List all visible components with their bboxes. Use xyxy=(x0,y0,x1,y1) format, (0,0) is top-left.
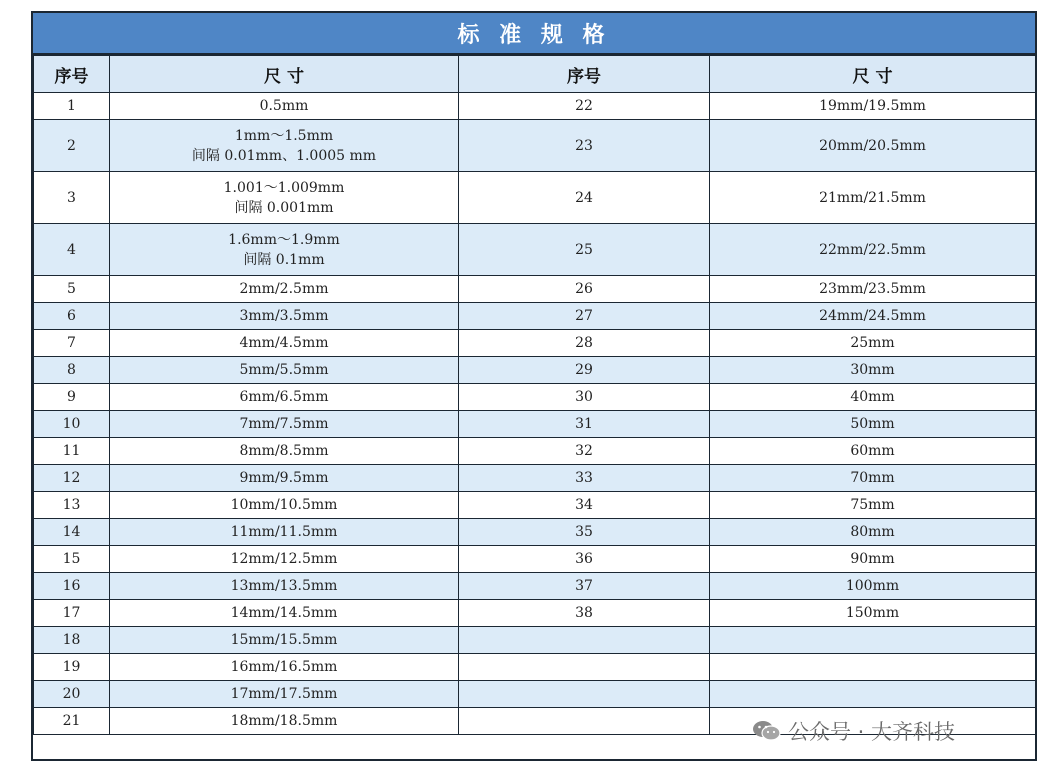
size-left-text: 11mm/11.5mm xyxy=(230,524,338,540)
cell-size-right xyxy=(710,681,1036,708)
cell-size-left xyxy=(110,708,459,735)
cell-index-left: 2 xyxy=(34,120,110,172)
cell-index-left: 20 xyxy=(34,681,110,708)
size-left-text: 8mm/8.5mm xyxy=(239,443,329,459)
size-left-text: 12mm/12.5mm xyxy=(230,551,338,567)
size-right-text: 23mm/23.5mm xyxy=(819,281,926,297)
cell-size-right xyxy=(710,492,1036,519)
size-left-text: 15mm/15.5mm xyxy=(230,632,338,648)
table-row xyxy=(34,654,1036,681)
size-left-text: 7mm/7.5mm xyxy=(239,416,329,432)
cell-index-left: 3 xyxy=(34,172,110,224)
cell-size-left xyxy=(110,224,459,276)
size-right-text: 22mm/22.5mm xyxy=(819,241,926,258)
cell-size-left xyxy=(110,627,459,654)
table-row xyxy=(34,519,1036,546)
cell-size-left xyxy=(110,411,459,438)
table-row xyxy=(34,438,1036,465)
cell-size-right xyxy=(710,120,1036,172)
cell-size-left xyxy=(110,654,459,681)
size-left-text: 13mm/13.5mm xyxy=(230,578,338,594)
table-row xyxy=(34,303,1036,330)
size-left-text: 14mm/14.5mm xyxy=(230,605,338,621)
cell-size-right xyxy=(710,93,1036,120)
cell-size-right xyxy=(710,411,1036,438)
size-right-text: 80mm xyxy=(850,524,895,540)
cell-size-right xyxy=(710,627,1036,654)
size-left-text: 2mm/2.5mm xyxy=(239,281,329,297)
cell-index-right xyxy=(459,627,710,654)
size-left-text: 10mm/10.5mm xyxy=(230,497,338,513)
cell-index-right: 31 xyxy=(459,411,710,438)
size-right-text: 25mm xyxy=(850,335,895,351)
table-row xyxy=(34,172,1036,224)
size-right-text: 21mm/21.5mm xyxy=(819,189,926,206)
cell-index-right: 34 xyxy=(459,492,710,519)
cell-index-right: 27 xyxy=(459,303,710,330)
cell-index-left: 1 xyxy=(34,93,110,120)
size-right-text: 60mm xyxy=(850,443,895,459)
size-left-text: 17mm/17.5mm xyxy=(230,686,338,702)
table-row xyxy=(34,465,1036,492)
cell-index-right: 36 xyxy=(459,546,710,573)
cell-index-left: 4 xyxy=(34,224,110,276)
cell-index-right: 26 xyxy=(459,276,710,303)
cell-index-left: 11 xyxy=(34,438,110,465)
table-row xyxy=(34,627,1036,654)
cell-size-left xyxy=(110,330,459,357)
size-right-text: 24mm/24.5mm xyxy=(819,308,926,324)
cell-size-left xyxy=(110,357,459,384)
cell-size-left xyxy=(110,492,459,519)
cell-size-left xyxy=(110,172,459,224)
size-left-text: 16mm/16.5mm xyxy=(230,659,338,675)
watermark xyxy=(752,716,955,746)
cell-size-right xyxy=(710,224,1036,276)
cell-index-right: 32 xyxy=(459,438,710,465)
cell-size-right xyxy=(710,303,1036,330)
header-index-left: 序号 xyxy=(34,56,110,93)
cell-index-left: 10 xyxy=(34,411,110,438)
cell-size-right xyxy=(710,654,1036,681)
cell-size-left xyxy=(110,546,459,573)
size-left-text: 间隔 0.01mm、1.0005 mm xyxy=(191,147,377,164)
cell-index-right: 29 xyxy=(459,357,710,384)
table-row xyxy=(34,330,1036,357)
table-row xyxy=(34,357,1036,384)
cell-size-left xyxy=(110,681,459,708)
cell-size-right xyxy=(710,357,1036,384)
table-row xyxy=(34,492,1036,519)
cell-index-left: 7 xyxy=(34,330,110,357)
size-left-text: 9mm/9.5mm xyxy=(239,470,329,486)
header-index-right: 序号 xyxy=(459,56,710,93)
cell-index-left: 15 xyxy=(34,546,110,573)
table-row xyxy=(34,93,1036,120)
size-left-text: 4mm/4.5mm xyxy=(239,335,329,351)
cell-size-right xyxy=(710,384,1036,411)
cell-size-left xyxy=(110,303,459,330)
watermark-text: 公众号 · 大齐科技 xyxy=(788,720,956,744)
table-body xyxy=(34,93,1036,735)
cell-index-left: 16 xyxy=(34,573,110,600)
table-row xyxy=(34,681,1036,708)
cell-index-left: 19 xyxy=(34,654,110,681)
cell-index-right: 28 xyxy=(459,330,710,357)
cell-size-left xyxy=(110,600,459,627)
size-left-text: 3mm/3.5mm xyxy=(239,308,329,324)
size-right-text: 50mm xyxy=(850,416,895,432)
size-left-text: 5mm/5.5mm xyxy=(239,362,329,378)
cell-index-right: 22 xyxy=(459,93,710,120)
cell-index-right xyxy=(459,708,710,735)
spec-table xyxy=(33,55,1036,735)
size-right-text: 150mm xyxy=(845,605,900,621)
table-row xyxy=(34,276,1036,303)
cell-index-left: 13 xyxy=(34,492,110,519)
cell-index-right: 33 xyxy=(459,465,710,492)
size-left-text: 1.6mm～1.9mm xyxy=(228,231,340,248)
wechat-icon xyxy=(752,719,782,743)
size-right-text: 40mm xyxy=(850,389,895,405)
size-left-text: 间隔 0.001mm xyxy=(234,199,334,216)
size-right-text: 20mm/20.5mm xyxy=(819,137,926,154)
cell-index-right: 25 xyxy=(459,224,710,276)
cell-size-right xyxy=(710,546,1036,573)
cell-size-left xyxy=(110,276,459,303)
table-row xyxy=(34,411,1036,438)
size-left-text: 0.5mm xyxy=(259,98,309,114)
cell-index-right xyxy=(459,654,710,681)
cell-size-left xyxy=(110,93,459,120)
cell-index-right: 35 xyxy=(459,519,710,546)
table-row xyxy=(34,120,1036,172)
cell-size-left xyxy=(110,465,459,492)
table-row xyxy=(34,546,1036,573)
cell-size-right xyxy=(710,276,1036,303)
cell-index-right xyxy=(459,681,710,708)
cell-size-left xyxy=(110,438,459,465)
size-left-text: 1.001～1.009mm xyxy=(223,179,345,196)
cell-index-left: 9 xyxy=(34,384,110,411)
cell-size-left xyxy=(110,573,459,600)
cell-size-right xyxy=(710,330,1036,357)
header-size-left: 尺 寸 xyxy=(110,56,459,93)
cell-size-right xyxy=(710,573,1036,600)
cell-size-right xyxy=(710,438,1036,465)
size-left-text: 6mm/6.5mm xyxy=(239,389,329,405)
cell-index-left: 5 xyxy=(34,276,110,303)
table-row xyxy=(34,224,1036,276)
size-right-text: 30mm xyxy=(850,362,895,378)
size-right-text: 90mm xyxy=(850,551,895,567)
size-left-text: 间隔 0.1mm xyxy=(243,251,325,268)
size-right-text: 75mm xyxy=(850,497,895,513)
cell-size-right xyxy=(710,519,1036,546)
table-row xyxy=(34,573,1036,600)
size-right-text: 100mm xyxy=(845,578,900,594)
cell-size-right xyxy=(710,172,1036,224)
cell-index-left: 12 xyxy=(34,465,110,492)
cell-index-right: 30 xyxy=(459,384,710,411)
size-left-text: 18mm/18.5mm xyxy=(230,713,338,729)
size-left-text: 1mm～1.5mm xyxy=(234,127,334,144)
cell-size-left xyxy=(110,519,459,546)
cell-index-right: 24 xyxy=(459,172,710,224)
cell-size-right xyxy=(710,600,1036,627)
spec-table-container xyxy=(31,11,1037,761)
header-size-right: 尺 寸 xyxy=(710,56,1036,93)
table-row xyxy=(34,384,1036,411)
cell-index-right: 38 xyxy=(459,600,710,627)
size-right-text: 70mm xyxy=(850,470,895,486)
cell-size-left xyxy=(110,384,459,411)
cell-size-left xyxy=(110,120,459,172)
cell-index-left: 17 xyxy=(34,600,110,627)
cell-index-left: 6 xyxy=(34,303,110,330)
cell-index-right: 37 xyxy=(459,573,710,600)
size-right-text: 19mm/19.5mm xyxy=(819,98,926,114)
cell-size-right xyxy=(710,465,1036,492)
table-row xyxy=(34,600,1036,627)
cell-index-left: 21 xyxy=(34,708,110,735)
cell-index-right: 23 xyxy=(459,120,710,172)
cell-index-left: 14 xyxy=(34,519,110,546)
header-row xyxy=(34,56,1036,93)
cell-index-left: 8 xyxy=(34,357,110,384)
table-title: 标 准 规 格 xyxy=(33,13,1035,55)
cell-index-left: 18 xyxy=(34,627,110,654)
